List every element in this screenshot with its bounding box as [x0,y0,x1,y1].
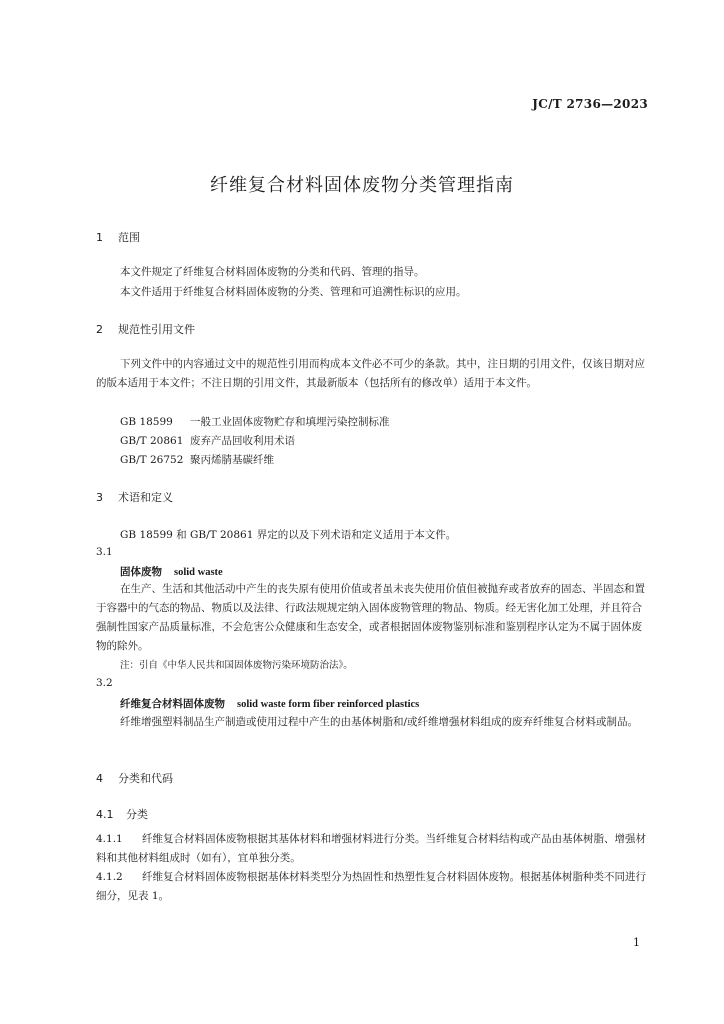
reference-code: GB/T 26752 [120,454,184,466]
section-number: 2 [96,323,103,336]
clause-number: 4.1.2 [96,871,123,883]
reference-name: 一般工业固体废物贮存和填埋污染控制标准 [190,416,390,428]
term-english: solid waste [174,567,223,578]
term-number: 3.1 [96,546,113,558]
document-title: 纤维复合材料固体废物分类管理指南 [210,175,514,196]
term-heading [120,696,419,711]
section-number: 1 [96,231,103,244]
term-heading [120,564,223,579]
subsection-title: 分类 [126,808,148,821]
page-number: 1 [633,936,640,949]
paragraph-line: 本文件适用于纤维复合材料固体废物的分类、管理和可追溯性标识的应用。 [120,286,467,298]
reference-item [120,452,274,467]
section-1-heading [96,229,140,245]
term-definition: 纤维增强塑料制品生产制造或使用过程中产生的由基体树脂和/或纤维增强材料组成的废弃纤维复合材料或制品。 [120,716,639,728]
section-2-heading [96,321,195,337]
section-3-heading [96,489,173,505]
section-title: 分类和代码 [118,772,173,785]
reference-code: GB 18599 [120,416,173,428]
paragraph: 下列文件中的内容通过文中的规范性引用而构成本文件必不可少的条款。其中，注日期的引用文件，仅该日期对应的版本适用于本文件；不注日期的引用文件，其最新版本（包括所有的修改单）适用于本文件。 [96,358,645,389]
reference-name: 聚丙烯腈基碳纤维 [190,454,274,466]
clause-number: 4.1.1 [96,833,123,845]
section-4-heading [96,770,173,786]
section-title: 范围 [118,231,140,244]
paragraph-line: GB 18599 和 GB/T 20861 界定的以及下列术语和定义适用于本文件。 [120,529,457,541]
term-definition: 在生产、生活和其他活动中产生的丧失原有使用价值或者虽未丧失使用价值但被抛弃或者放弃的固态、半固态和置于容器中的气态的物品、物质以及法律、行政法规规定纳入固体废物管理的物品、物质。经无害化加工处理，并且符合强制性国家产品质量标准，不会危害公众健康和生态安全，或者根据固体废物鉴别标准和鉴别程序认定为不属于固体废物的除外。 [96,583,645,652]
reference-item [120,433,295,448]
term-english: solid waste form fiber reinforced plastics [237,699,420,710]
reference-code: GB/T 20861 [120,435,184,447]
section-number: 3 [96,491,103,504]
term-chinese: 固体废物 [120,566,162,578]
term-note: 注：引自《中华人民共和国固体废物污染环境防治法》。 [120,660,353,671]
term-number: 3.2 [96,677,113,689]
clause-paragraph [96,830,652,868]
clause-paragraph [96,868,652,906]
section-title: 术语和定义 [118,491,173,504]
reference-name: 废弃产品回收利用术语 [190,435,295,447]
standard-code: JC/T 2736—2023 [532,97,648,111]
term-chinese: 纤维复合材料固体废物 [120,698,225,710]
subsection-heading [96,806,148,822]
paragraph-line: 本文件规定了纤维复合材料固体废物的分类和代码、管理的指导。 [120,266,425,278]
clause-text: 纤维复合材料固体废物根据基体材料类型分为热固性和热塑性复合材料固体废物。根据基体树脂种类不同进行细分，见表 1。 [96,871,646,902]
clause-text: 纤维复合材料固体废物根据其基体材料和增强材料进行分类。当纤维复合材料结构或产品由基体树脂、增强材料和其他材料组成时（如有），宜单独分类。 [96,833,646,864]
reference-item [120,414,390,429]
section-number: 4 [96,772,103,785]
section-title: 规范性引用文件 [118,323,195,336]
subsection-number: 4.1 [96,808,114,821]
